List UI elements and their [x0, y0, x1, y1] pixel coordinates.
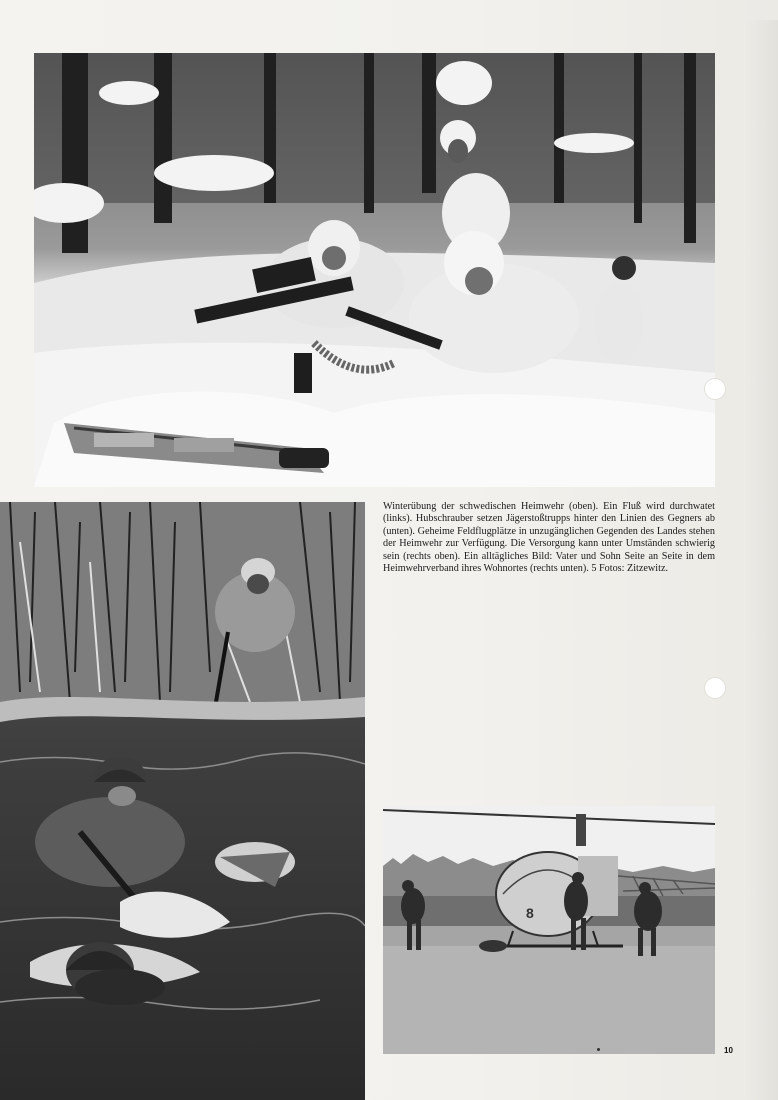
photo-caption: Winterübung der schwedischen Heimwehr (oben). Ein Fluß wird durchwatet (links). Hubschrauber setzen Jägerstoßtrupps hinter den Linien des Gegners ab (unten). Geheime Feldflugplätze in unzugänglichen Gegenden des Landes stehen der Heimwehr zur Verfügung. Die Versorgung kann unter Umständen schwierig sein (rechts oben). Ein alltägliches Bild: Vater und Sohn Seite an Seite in dem Heimwehrverband ihres Wohnortes (rechts unten). 5 Fotos: Zitzewitz.	[383, 501, 715, 575]
river-photo-graphic	[0, 502, 365, 1100]
punch-hole	[704, 677, 726, 699]
winter-photo-graphic	[34, 53, 715, 487]
print-speck	[597, 1048, 600, 1051]
helicopter-photo-graphic	[383, 806, 715, 1054]
photo-river-crossing	[0, 502, 365, 1100]
photo-helicopter-landing	[383, 806, 715, 1054]
punch-hole	[704, 378, 726, 400]
page-edge-shadow	[744, 20, 778, 1100]
helicopter-marking: 8	[526, 905, 534, 921]
photo-winter-exercise	[34, 53, 715, 487]
page-number: 10	[724, 1046, 733, 1055]
